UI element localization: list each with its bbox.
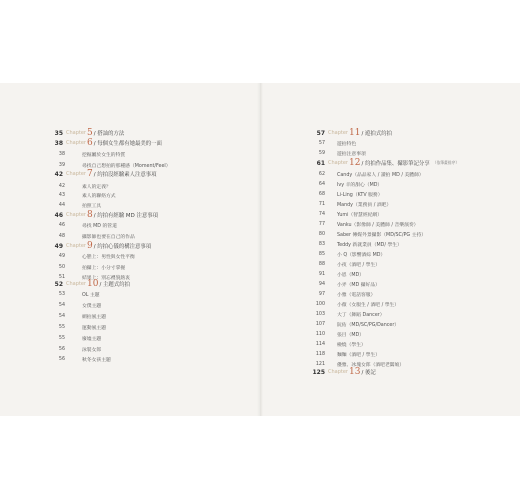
toc-page-number: 53 [58,291,65,297]
toc-item-text: 檢燒（學生） [337,342,366,348]
chapter-word: Chapter [328,369,348,375]
toc-item-row [310,259,380,269]
chapter-note: （依筆畫排序） [432,160,460,165]
toc-item-row [30,289,100,299]
toc-chapter-row [30,128,124,138]
toc-page-number: 57 [316,129,325,137]
toc-page-number: 46 [54,211,63,219]
toc-page-number: 100 [315,301,325,307]
toc-item-text: Li-Ling（KTV 服務） [337,192,383,198]
toc-item-text: 結果上：別忘禮貌熱衷 [82,275,130,281]
toc-item-text: 女僕主題 [82,303,102,309]
toc-item-text: Yumi（智慧經紀網） [337,212,383,218]
chapter-word: Chapter [66,171,86,177]
toc-item-row [310,138,356,148]
chapter-number: 5 [87,128,93,138]
chapter-word: Chapter [328,160,348,166]
toc-page-number: 54 [58,313,65,319]
toc-item-text: 素人的聯絡方式 [82,193,116,199]
toc-page-number: 118 [315,351,325,357]
toc-item-text: 麵麵（酒吧 / 學生） [337,352,381,358]
toc-item-text: 小雅（電話客服） [337,292,376,298]
chapter-number: 6 [87,138,93,148]
toc-item-row [310,299,399,309]
toc-page-number: 64 [318,181,325,187]
toc-page-number: 77 [318,221,325,227]
chapter-number: 11 [349,128,361,138]
toc-item-row [310,239,402,249]
toc-page-number: 125 [312,368,325,376]
toc-page-number: 62 [318,171,325,177]
toc-chapter-row [30,241,151,251]
toc-page-number: 59 [318,150,325,156]
toc-page-number: 55 [58,324,65,330]
toc-item-text: 張目（MD） [337,332,365,338]
chapter-word: Chapter [66,243,86,249]
chapter-number: 9 [87,241,93,251]
chapter-title: / 每個女生都有她最美的一面 [93,141,162,147]
toc-item-text: 拍照工具 [82,203,102,209]
toc-page-number: 49 [54,242,63,250]
chapter-word: Chapter [328,130,348,136]
toc-item-text: 小夜（酒吧 / 學生） [337,262,381,268]
toc-page-number: 83 [318,241,325,247]
toc-item-text: 小恩（MD） [337,272,365,278]
toc-page-number: 42 [58,183,65,189]
toc-item-row [310,349,380,359]
toc-page-number: 38 [54,139,63,147]
chapter-title: / 約拍有經驗 MD 注意事項 [93,213,159,219]
toc-item-text: Teddy 新就業員（MD/ 學生） [337,242,402,248]
chapter-title: / 後記 [361,370,376,376]
toc-item-text: 網拍風主題 [82,314,106,320]
toc-page-number: 42 [54,170,63,178]
toc-item-text: 挖掘屬於女生的特質 [82,152,126,158]
toc-item-row [310,329,364,339]
toc-page-number: 121 [315,361,325,367]
toc-item-text: 泳裝女郎 [82,347,102,353]
toc-item-text: 小 Q（影響酒綜 MD） [337,252,386,258]
toc-page-number: 50 [58,264,65,270]
toc-item-row [30,251,135,261]
toc-chapter-row [310,158,459,168]
toc-page-number: 44 [58,202,65,208]
toc-item-row [30,231,135,241]
toc-item-row [310,189,383,199]
toc-page-number: 61 [316,159,325,167]
toc-item-row [310,169,424,179]
toc-page-number: 85 [318,251,325,257]
toc-chapter-row [30,210,158,220]
toc-page-number: 88 [318,261,325,267]
toc-page-number: 110 [315,331,325,337]
toc-item-text: Ivy 羊的甜心（MD） [337,182,383,188]
toc-item-text: 秋冬女孩主題 [82,357,111,363]
chapter-word: Chapter [66,140,86,146]
toc-page-number: 107 [315,321,325,327]
toc-item-text: 遊拍注意事項 [337,151,366,157]
toc-item-row [310,179,382,189]
toc-page-number: 56 [58,346,65,352]
toc-item-row [30,200,101,210]
toc-item-row [30,262,125,272]
chapter-title: / 主題式約拍 [99,282,130,288]
toc-item-text: 優雅、冰塊女郎（酒吧老闆娘） [337,362,405,368]
chapter-number: 12 [349,158,361,168]
toc-item-row [30,190,116,200]
toc-item-text: Saber 傳媒外景攝影（MD/SC/PG 主持） [337,232,427,238]
toc-item-row [30,311,106,321]
toc-page-number: 43 [58,192,65,198]
toc-item-text: Mandy（業務員 / 酒吧） [337,202,392,208]
toc-page-number: 39 [58,162,65,168]
toc-page-number: 91 [318,271,325,277]
book-spread [0,83,520,416]
toc-page-number: 94 [318,281,325,287]
toc-item-row [310,289,375,299]
toc-chapter-row [30,279,130,289]
toc-chapter-row [30,138,162,148]
toc-page-number: 51 [58,274,65,280]
toc-item-row [30,300,101,310]
toc-item-text: 尋找自己想拍的那種感（Moment/Feel） [82,163,171,169]
toc-item-row [310,279,380,289]
chapter-word: Chapter [66,130,86,136]
chapter-number: 8 [87,210,93,220]
toc-item-text: 大丁（舞蹈 Dancer） [337,312,385,318]
chapter-number: 13 [349,367,361,377]
toc-item-row [310,309,385,319]
toc-item-row [30,344,101,354]
toc-page-number: 103 [315,311,325,317]
toc-page-number: 80 [318,231,325,237]
toc-page-number: 46 [58,222,65,228]
toc-item-row [30,149,125,159]
toc-page-number: 52 [54,280,63,288]
toc-item-text: Vanku（影像師 / 美體師 / 音樂演奏） [337,222,419,228]
toc-page-number: 68 [318,191,325,197]
toc-item-text: 阮佑（MD/SC/PG/Dancer） [337,322,400,328]
toc-page-number: 97 [318,291,325,297]
toc-chapter-row [310,367,376,377]
toc-item-row [310,249,385,259]
toc-page-number: 57 [318,140,325,146]
toc-item-text: 拍攝上：小分寸掌握 [82,265,126,271]
chapter-title: / 遊拍式約拍 [361,131,392,137]
toc-item-text: 小弄（MD 攝好品） [337,282,380,288]
toc-page-number: 55 [58,335,65,341]
toc-page-number: 38 [58,151,65,157]
chapter-title: / 搭訕的方法 [93,131,125,137]
chapter-title: / 約拍沒經驗素人注意事項 [93,172,157,178]
toc-item-text: 運動風主題 [82,325,106,331]
toc-page-number: 71 [318,201,325,207]
toc-item-text: OL 主題 [82,292,100,298]
toc-item-row [30,354,111,364]
chapter-number: 7 [87,169,93,179]
toc-item-text: 小薇（女服生 / 酒吧 / 學生） [337,302,400,308]
toc-page-number: 114 [315,341,325,347]
toc-item-row [310,269,364,279]
toc-page-number: 74 [318,211,325,217]
toc-item-text: 攝影師也要在自己的作品 [82,234,135,240]
toc-page-number: 54 [58,302,65,308]
chapter-title: / 約拍心儀的構注意事項 [93,244,152,250]
toc-chapter-row [310,128,392,138]
toc-item-text: 尋找 MD 的管道 [82,223,117,229]
chapter-word: Chapter [66,281,86,287]
chapter-title: / 約拍作品集、攝影筆記分享 [361,161,430,167]
chapter-word: Chapter [66,212,86,218]
toc-item-text: 素人的定義？ [82,184,111,190]
toc-item-text: 廢墟主題 [82,336,102,342]
toc-item-row [310,229,426,239]
toc-item-row [310,219,418,229]
toc-item-row [30,322,106,332]
toc-page-number: 48 [58,233,65,239]
toc-item-row [30,333,101,343]
toc-item-row [310,148,366,158]
toc-item-text: 遊拍特色 [337,141,357,147]
toc-item-text: 心態上：男性與女性平衡 [82,254,135,260]
toc-item-row [310,339,366,349]
toc-item-row [310,209,382,219]
toc-item-row [310,199,391,209]
toc-page-number: 49 [58,253,65,259]
toc-item-row [310,319,399,329]
toc-item-text: Candy（品品家人 / 讀拍 MD / 美體師） [337,172,424,178]
toc-item-row [30,220,117,230]
toc-chapter-row [30,169,157,179]
toc-page-number: 35 [54,129,63,137]
page-fold [257,83,263,416]
chapter-number: 10 [87,279,99,289]
toc-page-number: 56 [58,356,65,362]
